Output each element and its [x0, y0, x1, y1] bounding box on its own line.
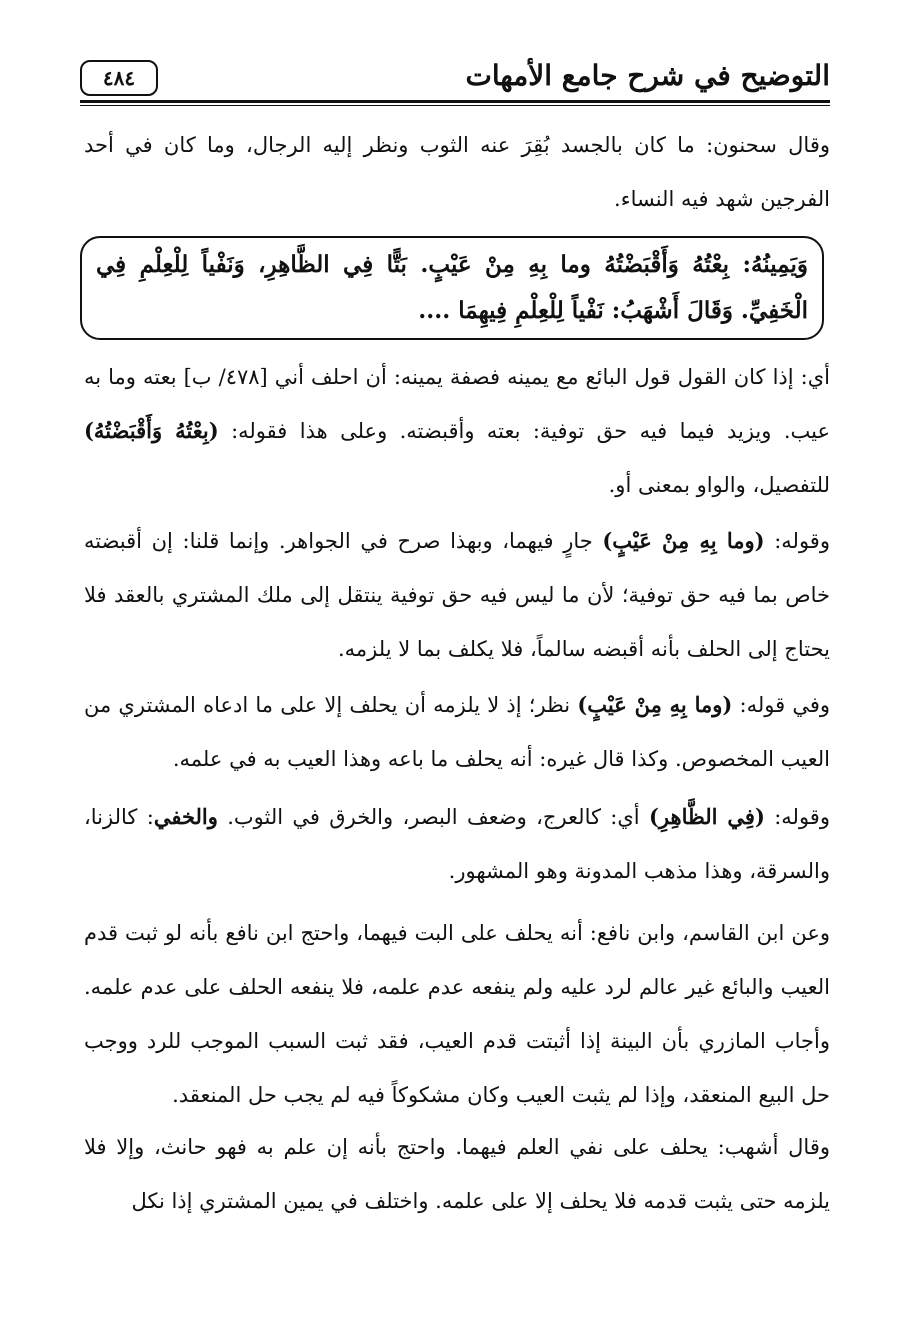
paragraph-5-quote: (فِي الظَّاهِرِ) [648, 804, 765, 829]
paragraph-5-text-a: وقوله: [764, 805, 830, 829]
matn-text: وَيَمِينُهُ: بِعْتُهُ وَأَقْبَضْتُهُ وما بِهِ مِنْ عَيْبٍ. بَتًّا فِي الظَّاهِرِ، وَنَفْياً لِلْعِلْمِ فِي الْخَفِيِّ. وَقَالَ أَشْهَبُ: نَفْياً لِلْعِلْمِ فِيهِمَا .... [96, 251, 808, 324]
paragraph-5-text-c: : كالزنا، والسرقة، وهذا مذهب المدونة وهو المشهور. [84, 805, 830, 883]
paragraph-3 [84, 514, 830, 676]
paragraph-4-text-a: وفي قوله: [732, 693, 831, 717]
page-number: ٤٨٤ [80, 60, 158, 96]
header-rule-thin [80, 105, 830, 106]
paragraph-1: وقال سحنون: ما كان بالجسد بُقِرَ عنه الثوب ونظر إليه الرجال، وما كان في أحد الفرجين شهد فيه النساء. [84, 133, 830, 211]
paragraph-3-text-b: جارٍ فيهما، وبهذا صرح في الجواهر. وإنما قلنا: إن أقبضته خاص بما فيه حق توفية؛ لأن ما ليس فيه حق توفية ينتقل إلى ملك المشتري بالعقد فلا يحتاج إلى الحلف بأنه أقبضه سالماً، فلا يكلف بما لا يلزمه. [84, 529, 830, 661]
paragraph-4-text-b: نظر؛ إذ لا يلزمه أن يحلف إلا على ما ادعاه المشتري من العيب المخصوص. وكذا قال غيره: أنه يحلف ما باعه وهذا العيب به في علمه. [84, 693, 830, 771]
header-rule [80, 100, 830, 103]
paragraph-5-quote-2: والخفي [153, 804, 218, 829]
book-title: التوضيح في شرح جامع الأمهات [465, 59, 830, 92]
paragraph-6: وعن ابن القاسم، وابن نافع: أنه يحلف على البت فيهما، واحتج ابن نافع بأنه لو ثبت قدم العيب والبائع غير عالم لرد عليه ولم ينفعه عدم علمه، فلا ينفعه الحلف على عدم علمه. وأجاب المازري بأن البينة إذا أثبتت قدم العيب، فقد ثبت السبب الموجب للرد ووجب حل البيع المنعقد، وإذا لم يثبت العيب وكان مشكوكاً فيه لم يجب حل المنعقد. [84, 921, 830, 1107]
paragraph-7: وقال أشهب: يحلف على نفي العلم فيهما. واحتج بأنه إن علم به فهو حانث، وإلا فلا يلزمه حتى يثبت قدمه فلا يحلف إلا على علمه. واختلف في يمين المشتري إذا نكل [84, 1135, 830, 1213]
paragraph-2-quote: (بِعْتُهُ وَأَقْبَضْتُهُ) [84, 418, 219, 443]
paragraph-3-quote: (وما بِهِ مِنْ عَيْبٍ) [602, 528, 765, 553]
paragraph-3-text-a: وقوله: [764, 529, 830, 553]
paragraph-2-text-a: أي: إذا كان القول قول البائع مع يمينه فصفة يمينه: أن احلف أني [٤٧٨/ ب] بعته وما به عيب. ويزيد فيما فيه حق توفية: بعته وأقبضته. وعلى هذا فقوله: [84, 365, 831, 443]
matn-box [80, 236, 824, 340]
paragraph-2 [84, 350, 830, 512]
paragraph-2-text-b: للتفصيل، والواو بمعنى أو. [608, 473, 830, 497]
running-header [80, 56, 830, 102]
paragraph-4 [84, 678, 830, 786]
paragraph-4-quote: (وما بِهِ مِنْ عَيْبٍ) [577, 692, 733, 717]
paragraph-5 [84, 790, 830, 898]
paragraph-5-text-b: أي: كالعرج، وضعف البصر، والخرق في الثوب. [217, 805, 649, 829]
